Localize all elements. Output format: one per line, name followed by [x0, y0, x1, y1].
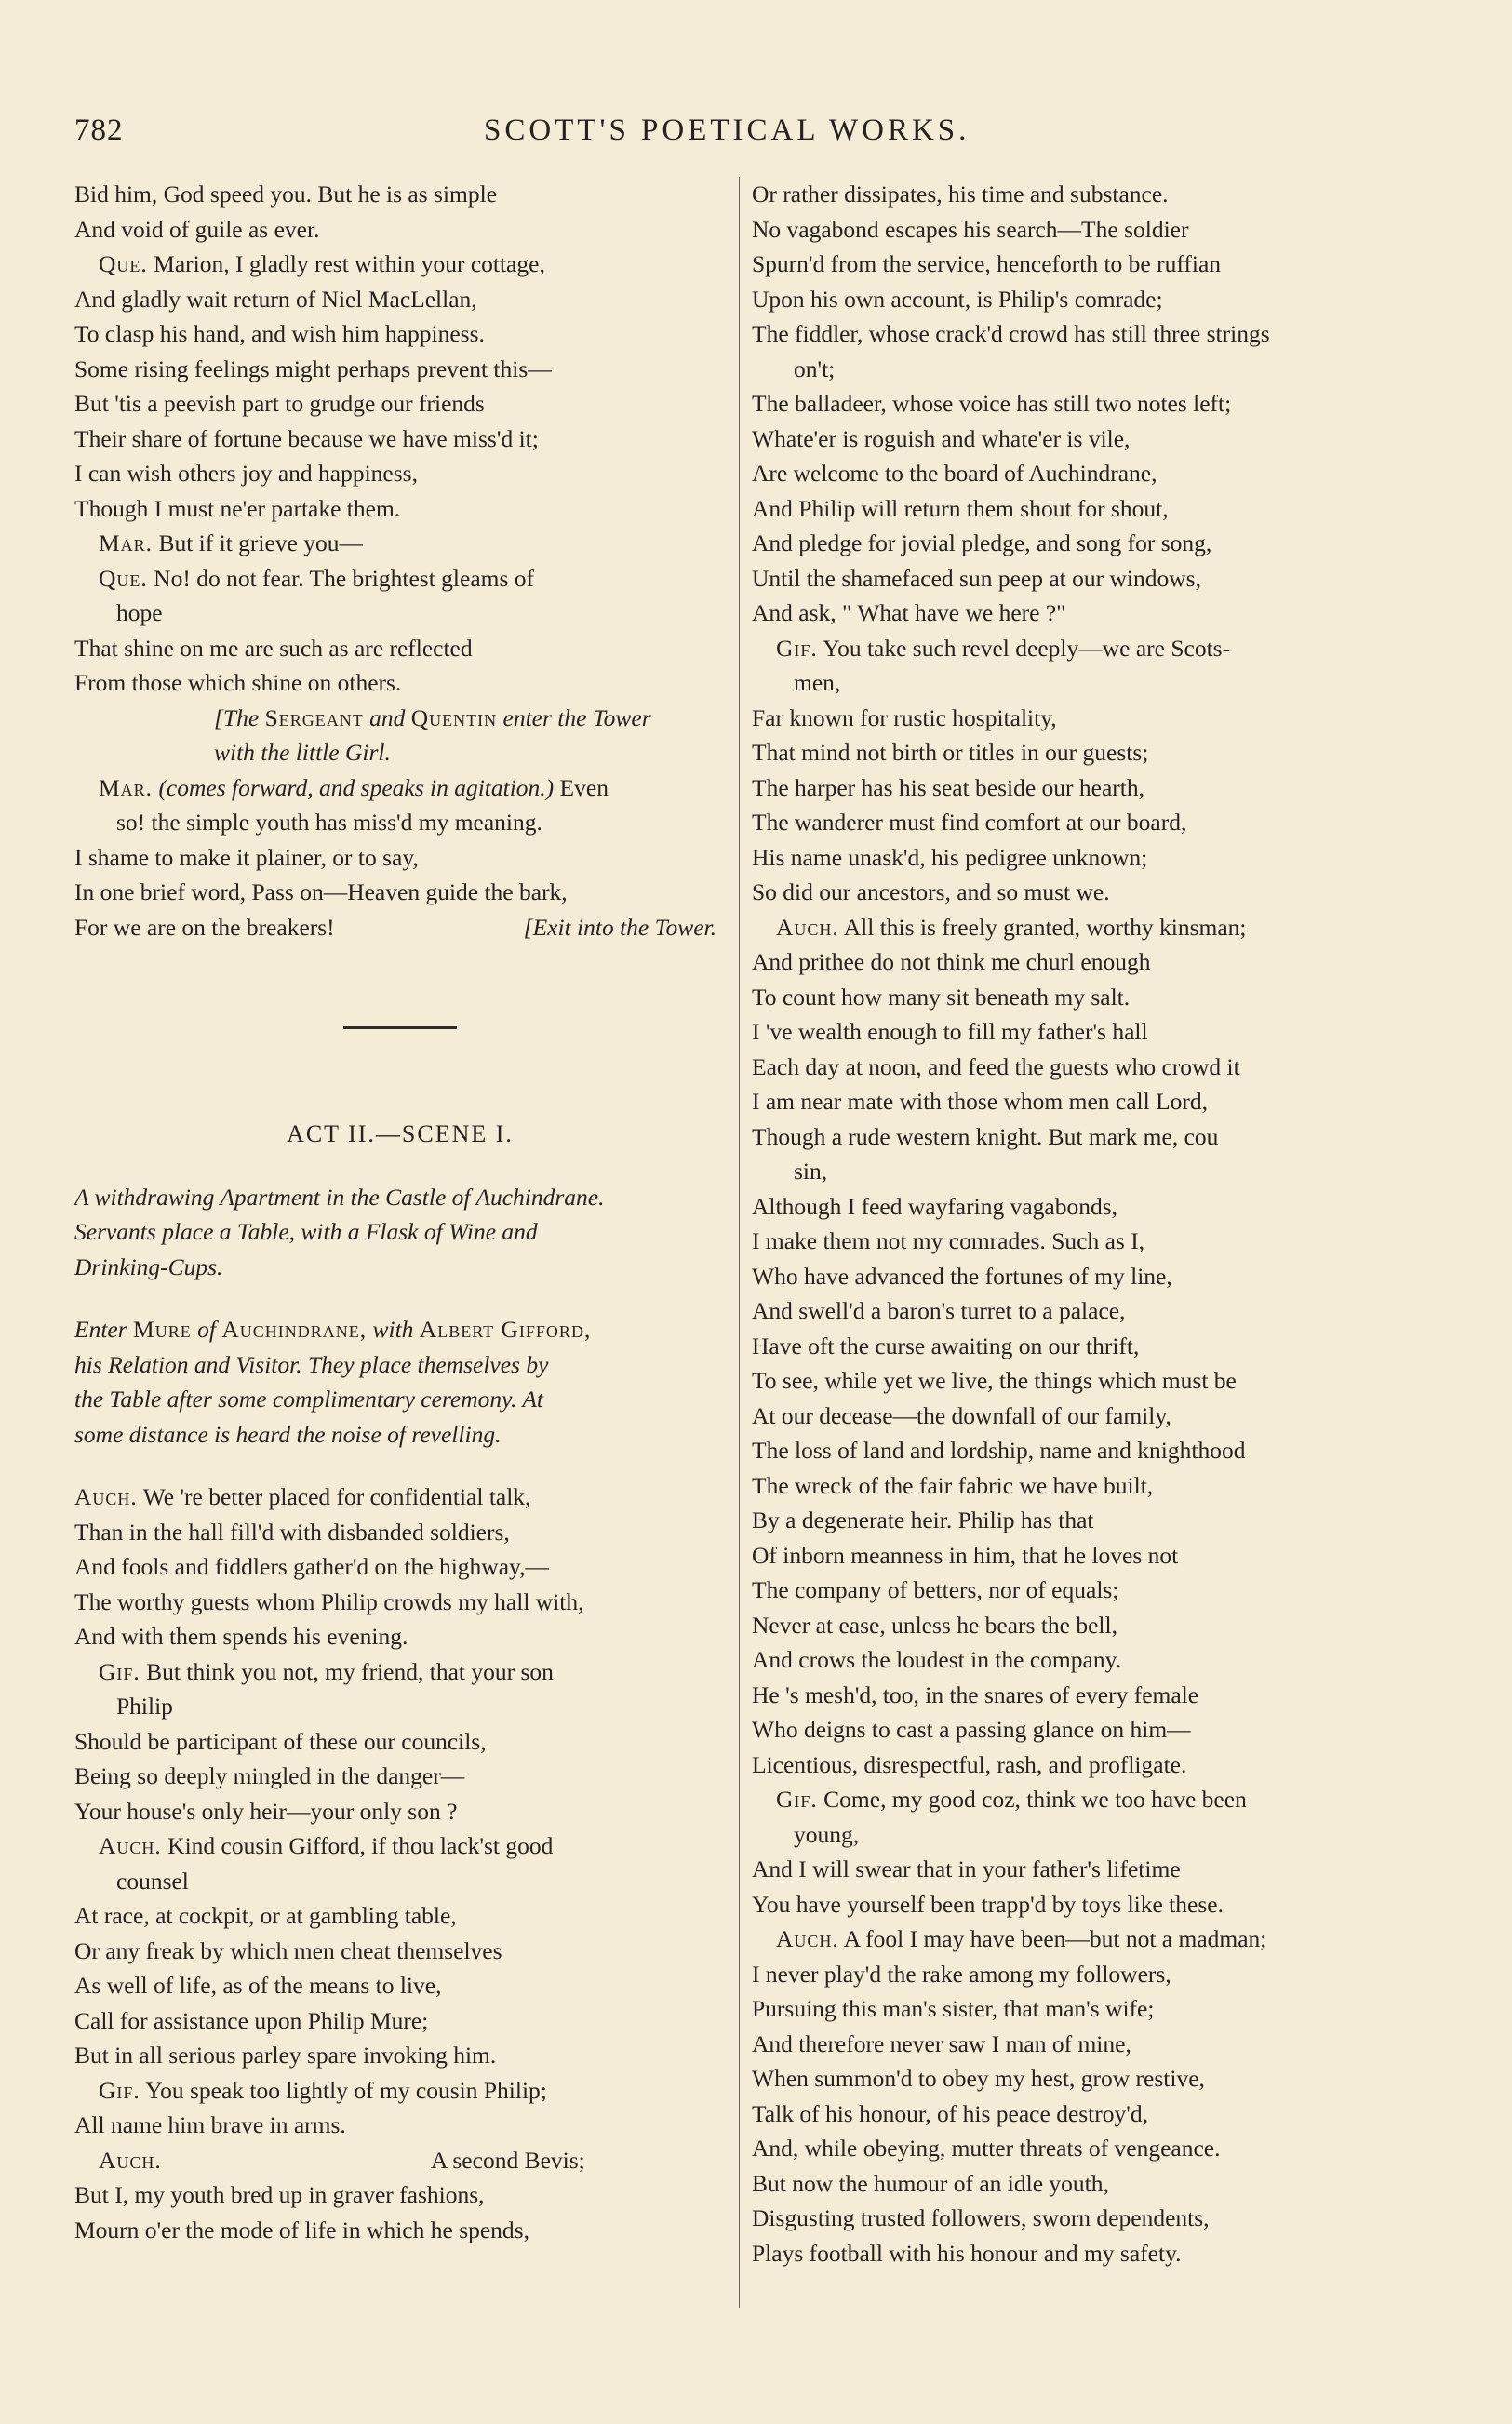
verse-line: Until the shamefaced sun peep at our windows,: [752, 564, 1201, 592]
verse-line: You have yourself been trapp'd by toys like these.: [752, 1890, 1224, 1918]
speaker-name: Auch.: [776, 913, 839, 941]
verse-line: Though a rude western knight. But mark me, cou: [752, 1122, 1219, 1150]
verse-line: hope: [116, 599, 163, 626]
verse-line: Each day at noon, and feed the guests who crowd it: [752, 1052, 1240, 1080]
verse-line: Pursuing this man's sister, that man's wife;: [752, 1995, 1155, 2022]
verse-line: When summon'd to obey my hest, grow restive,: [752, 2065, 1205, 2092]
verse-line: men,: [794, 669, 841, 696]
verse-line: Who have advanced the fortunes of my line,: [752, 1262, 1172, 1290]
verse-line: Should be participant of these our councils,: [74, 1727, 487, 1755]
verse-line: I never play'd the rake among my followers,: [752, 1960, 1171, 1988]
entrance-direction: some distance is heard the noise of revelling.: [74, 1420, 502, 1448]
speech-text: For we are on the breakers!: [74, 913, 335, 941]
verse-line: Never at ease, unless he bears the bell,: [752, 1611, 1117, 1639]
speech-line: [74, 2073, 726, 2109]
section-rule: [343, 1026, 457, 1029]
speech-line: [752, 631, 1409, 666]
column-divider: [739, 177, 740, 2308]
speech-line: [752, 910, 1409, 945]
verse-line: Have oft the curse awaiting on our thrift,: [752, 1332, 1140, 1359]
speech-line: [74, 1654, 726, 1690]
speaker-name: Auch.: [99, 1832, 162, 1859]
verse-line: The worthy guests whom Philip crowds my hall with,: [74, 1587, 584, 1615]
verse-line: Philip: [116, 1693, 173, 1720]
verse-line: Upon his own account, is Philip's comrade;: [752, 285, 1163, 313]
speaker-name: Gif.: [776, 1786, 818, 1813]
verse-line: At race, at cockpit, or at gambling table,: [74, 1902, 457, 1929]
verse-line: The company of betters, nor of equals;: [752, 1576, 1119, 1603]
verse-line: His name unask'd, his pedigree unknown;: [752, 843, 1148, 871]
speech-line: [74, 561, 726, 596]
speech-text: Even: [554, 773, 609, 801]
speech-text: Kind cousin Gifford, if thou lack'st good: [161, 1832, 554, 1859]
verse-line: And gladly wait return of Niel MacLellan,: [74, 285, 477, 313]
verse-line: Disgusting trusted followers, sworn dependents,: [752, 2204, 1210, 2231]
speaker-name: Mar.: [99, 773, 154, 801]
setting-description: Servants place a Table, with a Flask of Wine and: [74, 1218, 538, 1245]
verse-line: And, while obeying, mutter threats of vengeance.: [752, 2135, 1221, 2162]
verse-line: And ask, " What have we here ?": [752, 599, 1066, 626]
speech-text: A fool I may have been—but not a madman;: [838, 1925, 1267, 1952]
speaker-name: Auch.: [776, 1925, 839, 1952]
verse-line: To count how many sit beneath my salt.: [752, 983, 1131, 1011]
verse-line: I shame to make it plainer, or to say,: [74, 843, 419, 871]
verse-line: Call for assistance upon Philip Mure;: [74, 2006, 429, 2034]
page-number: 782: [74, 114, 124, 147]
verse-line: The wreck of the fair fabric we have built,: [752, 1471, 1154, 1499]
speech-text: A second Bevis;: [431, 2146, 585, 2174]
verse-line: Plays football with his honour and my safety.: [752, 2239, 1182, 2267]
verse-line: Or rather dissipates, his time and substance.: [752, 181, 1169, 208]
speech-text: You take such revel deeply—we are Scots-: [817, 634, 1231, 662]
stage-direction: with the little Girl.: [214, 739, 391, 766]
verse-line: The wanderer must find comfort at our board,: [752, 809, 1187, 836]
setting-description: A withdrawing Apartment in the Castle of Auchindrane.: [74, 1183, 605, 1211]
speech-line: [752, 1922, 1409, 1957]
verse-line: Or any freak by which men cheat themselves: [74, 1936, 502, 1964]
verse-line: I 've wealth enough to fill my father's hall: [752, 1018, 1148, 1045]
stage-direction: [Exit into the Tower.: [523, 913, 716, 941]
verse-line: No vagabond escapes his search—The soldier: [752, 215, 1189, 243]
verse-line: The balladeer, whose voice has still two notes left;: [752, 390, 1232, 417]
verse-line: sin,: [794, 1158, 828, 1185]
verse-line: And pledge for jovial pledge, and song for song,: [752, 529, 1212, 556]
speaker-name: Auch.: [99, 2146, 162, 2174]
entrance-direction: his Relation and Visitor. They place themselves by: [74, 1350, 549, 1378]
verse-line: I am near mate with those whom men call Lord,: [752, 1088, 1209, 1115]
speech-text: No! do not fear. The brightest gleams of: [147, 564, 535, 592]
speech-line: [74, 2143, 726, 2178]
verse-line: Although I feed wayfaring vagabonds,: [752, 1192, 1118, 1220]
verse-line: Than in the hall fill'd with disbanded soldiers,: [74, 1518, 510, 1546]
speaker-name: Mar.: [99, 529, 154, 556]
verse-line: In one brief word, Pass on—Heaven guide the bark,: [74, 878, 568, 905]
speaker-name: Que.: [99, 250, 148, 277]
verse-line: Whate'er is roguish and whate'er is vile,: [752, 424, 1131, 452]
verse-line: young,: [794, 1820, 860, 1848]
verse-line: But 'tis a peevish part to grudge our friends: [74, 390, 485, 417]
speech-text: But if it grieve you—: [153, 529, 363, 556]
verse-line: And fools and fiddlers gather'd on the highway,—: [74, 1553, 549, 1580]
verse-line: That mind not birth or titles in our guests;: [752, 739, 1149, 766]
speech-text: You speak too lightly of my cousin Philip;: [140, 2076, 547, 2104]
verse-line: Spurn'd from the service, henceforth to be ruffian: [752, 250, 1222, 277]
speech-line: [74, 526, 726, 561]
page-header: [74, 114, 1470, 156]
speech-text: Come, my good coz, think we too have been: [817, 1786, 1247, 1813]
verse-line: And crows the loudest in the company.: [752, 1646, 1122, 1673]
verse-line: That shine on me are such as are reflected: [74, 634, 473, 662]
speech-line: [752, 1782, 1409, 1817]
verse-line: Being so deeply mingled in the danger—: [74, 1762, 465, 1789]
verse-line: But now the humour of an idle youth,: [752, 2169, 1109, 2197]
verse-line: I make them not my comrades. Such as I,: [752, 1227, 1145, 1254]
stage-direction: (comes forward, and speaks in agitation.): [153, 773, 555, 801]
verse-line: Though I must ne'er partake them.: [74, 494, 401, 522]
verse-line: Your house's only heir—your only son ?: [74, 1797, 458, 1825]
verse-line: Of inborn meanness in him, that he loves not: [752, 1541, 1179, 1569]
verse-line: But in all serious parley spare invoking him.: [74, 2042, 497, 2069]
verse-line: So did our ancestors, and so must we.: [752, 878, 1110, 905]
speech-line: [74, 770, 726, 806]
verse-line: But I, my youth bred up in graver fashions,: [74, 2181, 485, 2208]
entrance-direction: the Table after some complimentary ceremony. At: [74, 1386, 544, 1413]
verse-line: And prithee do not think me churl enough: [752, 948, 1151, 975]
verse-line: Their share of fortune because we have miss'd it;: [74, 424, 539, 452]
verse-line: Far known for rustic hospitality,: [752, 703, 1057, 731]
speech-line: [74, 910, 726, 945]
verse-line: To clasp his hand, and wish him happiness.: [74, 320, 485, 347]
verse-line: At our decease—the downfall of our family,: [752, 1401, 1171, 1429]
verse-line: I can wish others joy and happiness,: [74, 460, 418, 487]
speaker-name: Que.: [99, 564, 148, 592]
verse-line: Talk of his honour, of his peace destroy'd,: [752, 2099, 1148, 2127]
speaker-name: Gif.: [99, 1657, 140, 1685]
verse-line: The loss of land and lordship, name and knighthood: [752, 1437, 1246, 1464]
verse-line: And therefore never saw I man of mine,: [752, 2029, 1131, 2057]
stage-direction: [The Sergeant and Quentin enter the Tower: [214, 703, 651, 731]
speech-line: [74, 1828, 726, 1864]
scene-heading: ACT II.—SCENE I.: [287, 1120, 514, 1147]
speech-text: We 're better placed for confidential talk,: [137, 1483, 531, 1510]
verse-line: From those which shine on others.: [74, 669, 402, 696]
speaker-name: Auch.: [74, 1483, 138, 1510]
verse-line: Some rising feelings might perhaps prevent this—: [74, 355, 552, 382]
verse-line: To see, while yet we live, the things which must be: [752, 1367, 1237, 1394]
setting-description: Drinking-Cups.: [74, 1252, 223, 1280]
verse-line: By a degenerate heir. Philip has that: [752, 1507, 1094, 1533]
verse-line: And swell'd a baron's turret to a palace,: [752, 1297, 1126, 1324]
right-column: [752, 177, 1409, 2270]
verse-line: Licentious, disrespectful, rash, and profligate.: [752, 1750, 1187, 1778]
verse-line: All name him brave in arms.: [74, 2111, 346, 2138]
speech-text: All this is freely granted, worthy kinsman;: [838, 913, 1247, 941]
speech-line: [74, 247, 726, 282]
verse-line: Are welcome to the board of Auchindrane,: [752, 460, 1157, 487]
verse-line: Bid him, God speed you. But he is as simple: [74, 181, 498, 208]
verse-line: Who deigns to cast a passing glance on him—: [752, 1716, 1191, 1743]
speaker-name: Gif.: [776, 634, 818, 662]
running-title: SCOTT'S POETICAL WORKS.: [484, 114, 970, 147]
verse-line: on't;: [794, 355, 836, 382]
verse-line: The harper has his seat beside our hearth,: [752, 773, 1145, 801]
verse-line: Mourn o'er the mode of life in which he spends,: [74, 2216, 529, 2243]
speech-text: But think you not, my friend, that your son: [140, 1657, 554, 1685]
speech-line: [74, 1480, 726, 1515]
speech-text: Marion, I gladly rest within your cottage,: [147, 250, 545, 277]
verse-line: so! the simple youth has miss'd my meaning.: [116, 809, 542, 836]
entrance-direction: Enter Mure of Auchindrane, with Albert Gifford,: [74, 1316, 592, 1343]
left-column: [74, 177, 726, 2247]
verse-line: counsel: [116, 1867, 189, 1895]
speaker-name: Gif.: [99, 2076, 140, 2104]
verse-line: And I will swear that in your father's lifetime: [752, 1855, 1181, 1882]
verse-line: As well of life, as of the means to live,: [74, 1972, 442, 1999]
verse-line: And void of guile as ever.: [74, 215, 320, 243]
verse-line: And Philip will return them shout for shout,: [752, 494, 1169, 522]
verse-line: He 's mesh'd, too, in the snares of every female: [752, 1681, 1199, 1708]
verse-line: And with them spends his evening.: [74, 1623, 408, 1650]
verse-line: The fiddler, whose crack'd crowd has still three strings: [752, 320, 1270, 347]
